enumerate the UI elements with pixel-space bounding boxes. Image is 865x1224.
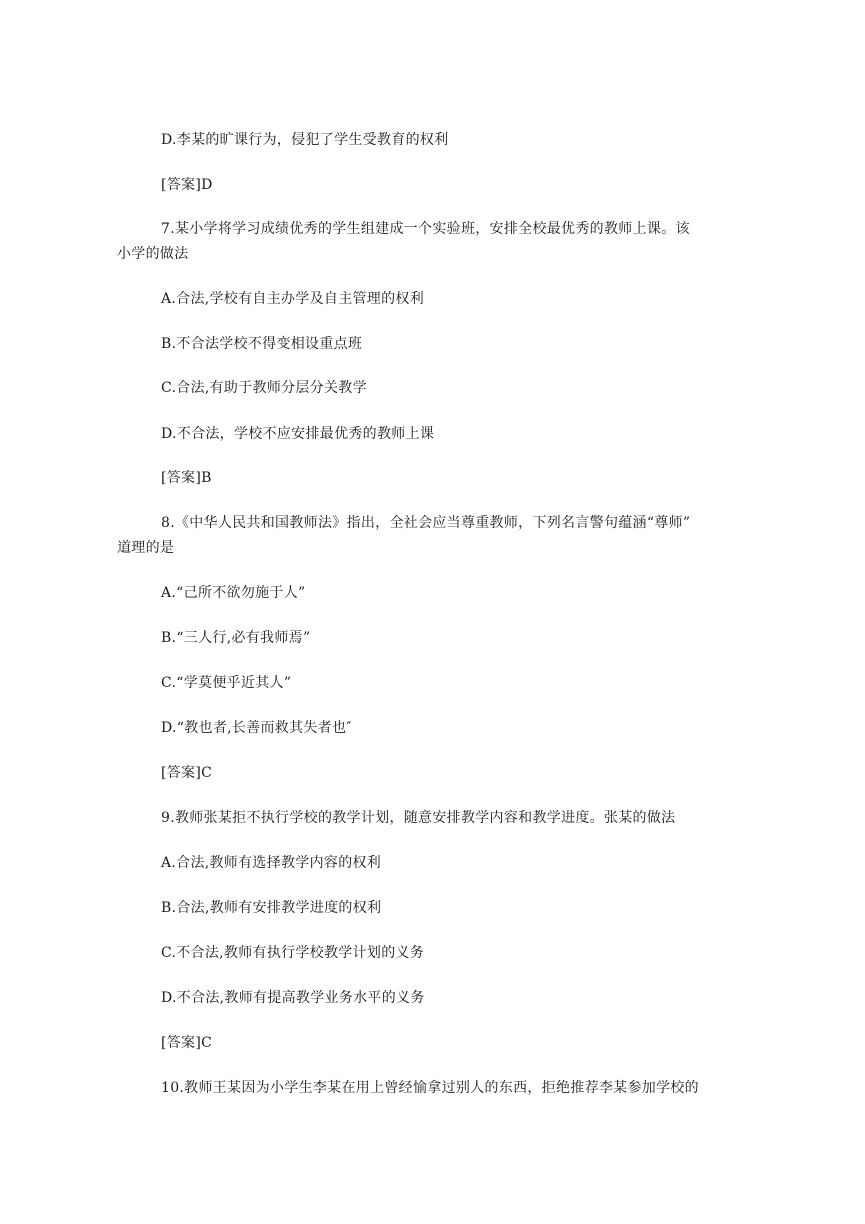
question-7-cont: 小学的做法 (117, 246, 189, 262)
option-c-q7: C.合法,有助于教师分层分关教学 (161, 380, 367, 396)
option-d-q7: D.不合法，学校不应安排最优秀的教师上课 (161, 426, 435, 442)
option-c-q9: C.不合法,教师有执行学校教学计划的义务 (161, 945, 425, 961)
option-b-q9: B.合法,教师有安排教学进度的权利 (161, 900, 382, 916)
option-a-q9: A.合法,教师有选择教学内容的权利 (161, 855, 382, 871)
question-10: 10.教师王某因为小学生李某在用上曾经愉拿过别人的东西，拒绝推荐李某参加学校的 (161, 1080, 699, 1096)
question-9: 9.教师张某拒不执行学校的教学计划，随意安排教学内容和教学进度。张某的做法 (161, 810, 676, 826)
option-d-q6: D.李某的旷课行为，侵犯了学生受教育的权利 (161, 132, 449, 148)
question-7: 7.某小学将学习成绩优秀的学生组建成一个实验班，安排全校最优秀的教师上课。该 (161, 221, 690, 237)
answer-q8: [答案]C (161, 765, 213, 781)
option-b-q7: B.不合法学校不得变相设重点班 (161, 336, 363, 352)
option-a-q7: A.合法,学校有自主办学及自主管理的权利 (161, 291, 425, 307)
answer-q7: [答案]B (161, 470, 212, 486)
option-c-q8: C.“学莫便乎近其人” (161, 675, 292, 691)
question-8-cont: 道理的是 (117, 540, 175, 556)
option-d-q8: D.“教也者,长善而救其失者也″ (161, 720, 352, 736)
answer-q9: [答案]C (161, 1035, 213, 1051)
option-b-q8: B.“三人行,必有我师焉” (161, 630, 311, 646)
option-d-q9: D.不合法,教师有提高教学业务水平的义务 (161, 990, 425, 1006)
answer-q6: [答案]D (161, 177, 213, 193)
question-8: 8.《中华人民共和国教师法》指出，全社会应当尊重教师，下列名言警句蕴涵“尊师” (161, 515, 691, 531)
option-a-q8: A.“己所不欲勿施于人” (161, 585, 306, 601)
